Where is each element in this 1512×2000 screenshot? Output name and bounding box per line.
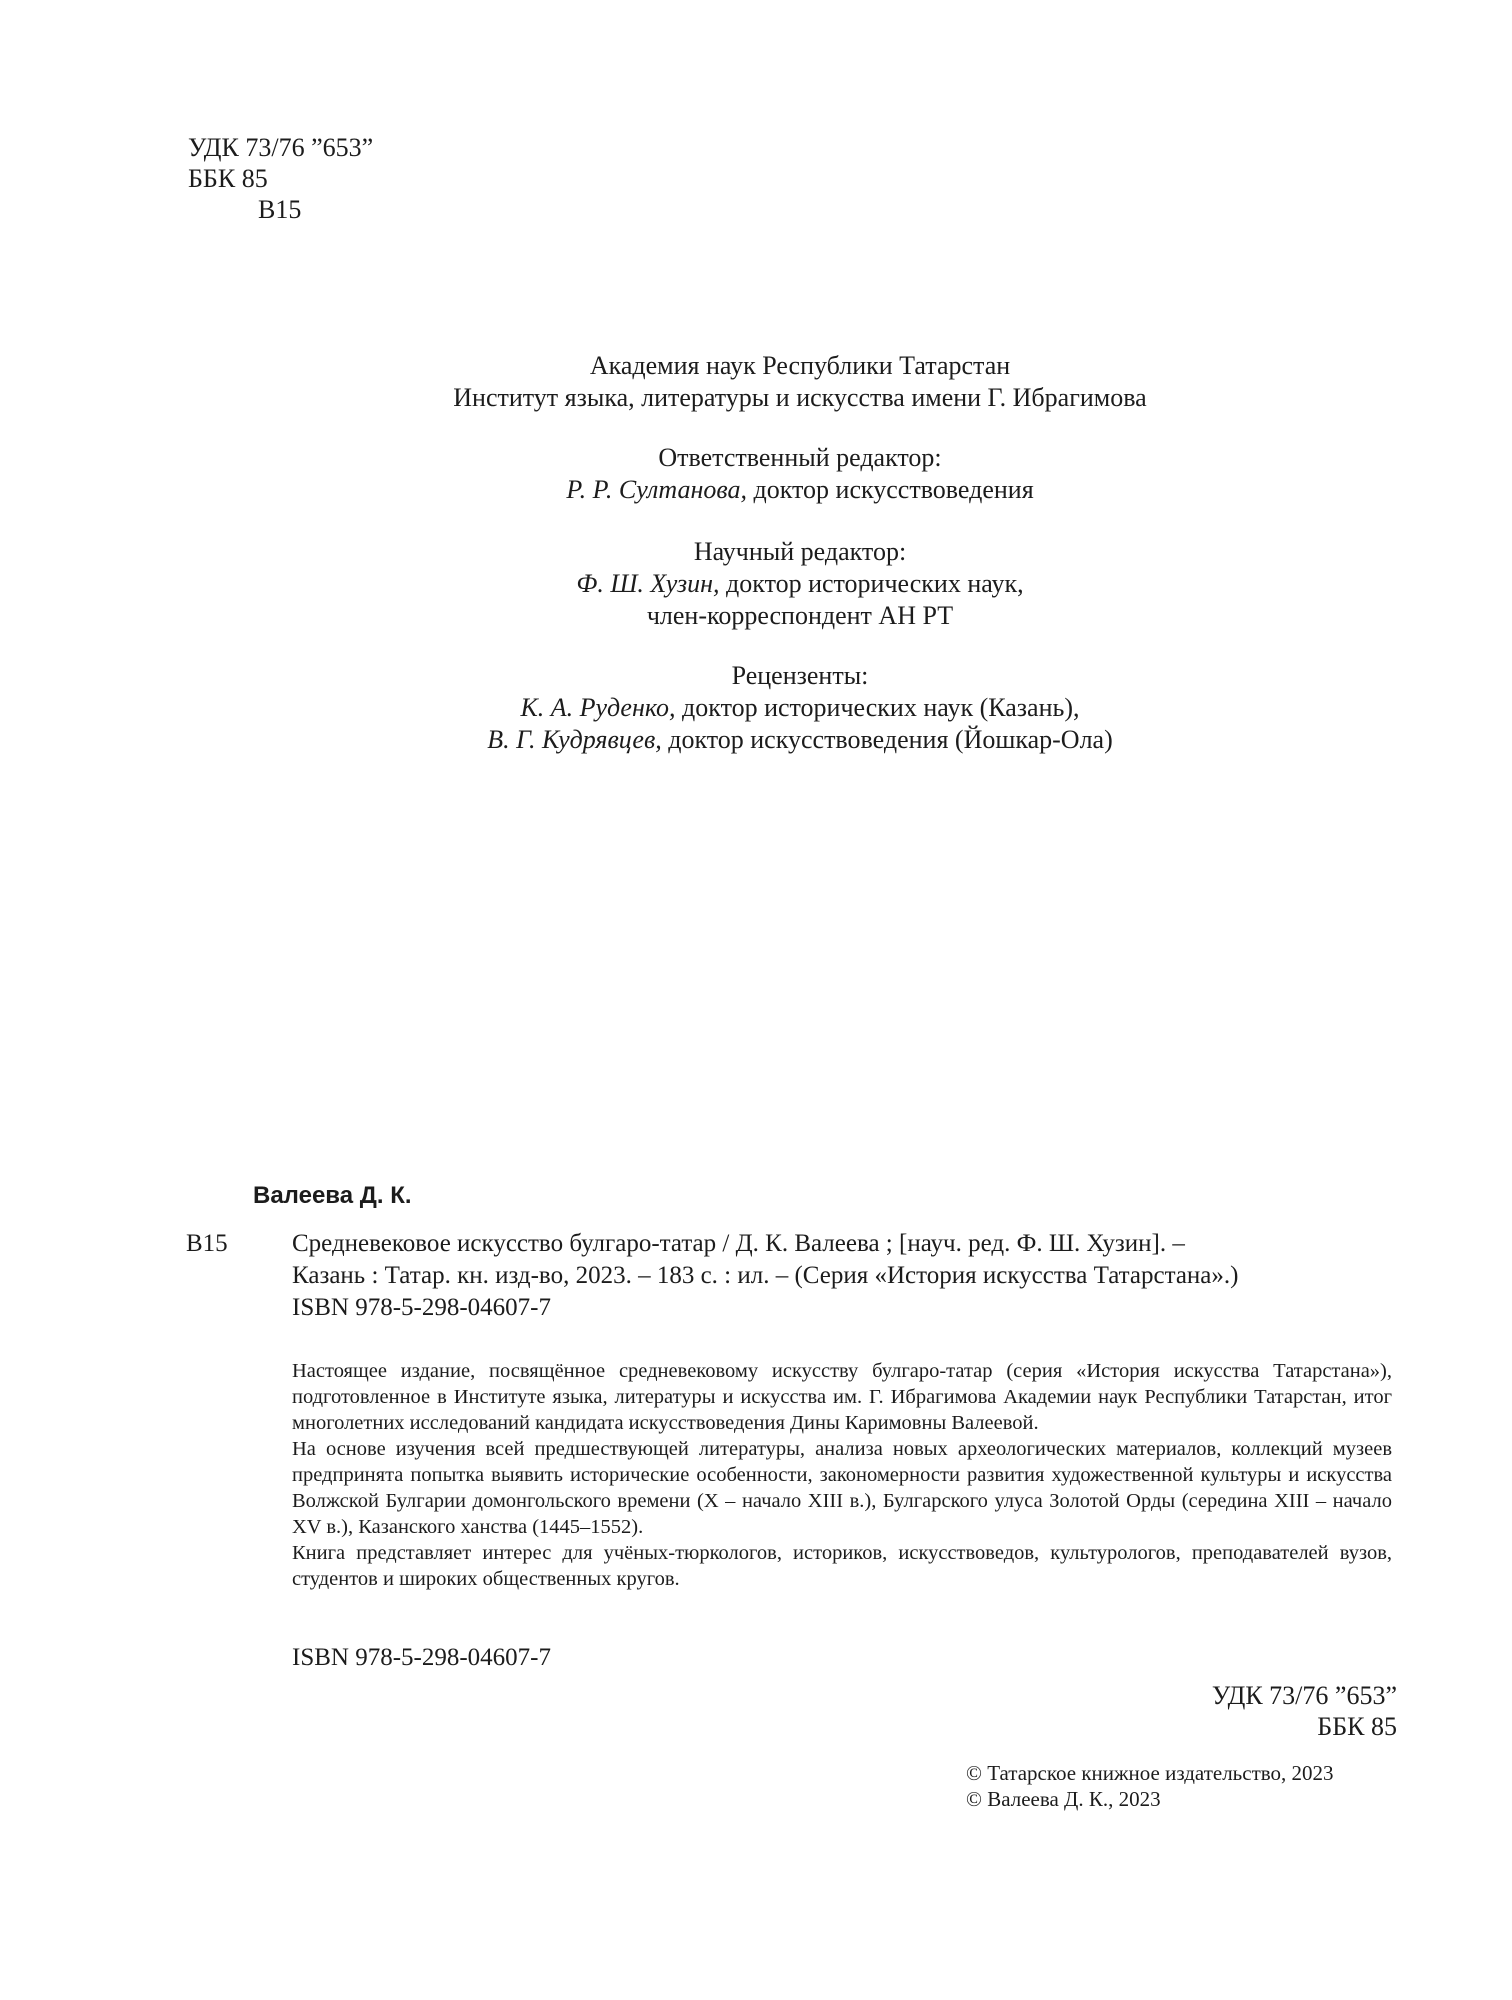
udk-code-bottom: УДК 73/76 ”653” <box>1211 1681 1397 1710</box>
isbn-bottom: ISBN 978-5-298-04607-7 <box>292 1644 552 1671</box>
scientific-editor-title2: член-корреспондент АН РТ <box>646 601 954 630</box>
institution-block <box>300 350 1300 414</box>
bib-isbn: ISBN 978-5-298-04607-7 <box>292 1294 552 1321</box>
bib-line-2: Казань : Татар. кн. изд-во, 2023. – 183 с. : ил. – (Серия «История искусства Татарстана».) <box>292 1262 1239 1289</box>
copyright-block <box>966 1760 1334 1812</box>
bbk-code-bottom: ББК 85 <box>1317 1712 1397 1741</box>
bbk-code: ББК 85 <box>188 164 268 193</box>
reviewers-block <box>300 660 1300 756</box>
annotation-p2: На основе изучения всей предшествующей литературы, анализа новых археологических материалов, коллекций музеев предпринята попытка выявить исторические особенности, закономерности развития художественной культуры и искусства Волжской Булгарии домонгольского времени (Х – начало XIII в.), Булгарского улуса Золотой Орды (середина XIII – начало XV в.), Казанского ханства (1445–1552). <box>292 1438 1392 1538</box>
reviewer-1-name: К. А. Руденко, <box>520 693 676 722</box>
bib-author-sign: В15 <box>186 1230 228 1257</box>
scientific-editor-title: доктор исторических наук, <box>726 569 1024 598</box>
author-heading: Валеева Д. К. <box>253 1182 412 1209</box>
bib-line-1: Средневековое искусство булгаро-татар / Д. К. Валеева ; [науч. ред. Ф. Ш. Хузин]. – <box>292 1230 1185 1257</box>
copyright-author: © Валеева Д. К., 2023 <box>966 1787 1161 1811</box>
responsible-editor-title: доктор искусствоведения <box>753 475 1034 504</box>
annotation-p1: Настоящее издание, посвящённое средневековому искусству булгаро-татар (серия «История искусства Татарстана»), подготовленное в Институте языка, литературы и искусства им. Г. Ибрагимова Академии наук Республики Татарстан, итог многолетних исследований кандидата искусствоведения Дины Каримовны Валеевой. <box>292 1360 1392 1434</box>
annotation <box>292 1358 1392 1592</box>
reviewer-2-name: В. Г. Кудрявцев, <box>487 725 662 754</box>
annotation-p3: Книга представляет интерес для учёных-тюркологов, историков, искусствоведов, культурологов, преподавателей вузов, студентов и широких общественных кругов. <box>292 1542 1392 1590</box>
bibliographic-record <box>186 1228 1406 1324</box>
academy-name: Академия наук Республики Татарстан <box>589 351 1011 380</box>
reviewer-2-title: доктор искусствоведения (Йошкар-Ола) <box>668 725 1113 754</box>
responsible-editor-line <box>300 474 1300 506</box>
responsible-editor-name: Р. Р. Султанова, <box>566 475 747 504</box>
reviewer-1-title: доктор исторических наук (Казань), <box>682 693 1080 722</box>
udk-block-bottom <box>1212 1680 1397 1742</box>
responsible-editor-block <box>300 442 1300 506</box>
institute-name: Институт языка, литературы и искусства имени Г. Ибрагимова <box>453 383 1147 412</box>
responsible-editor-heading: Ответственный редактор: <box>658 443 942 472</box>
reviewers-heading: Рецензенты: <box>731 661 869 690</box>
reviewer-2 <box>300 724 1300 756</box>
copyright-publisher: © Татарское книжное издательство, 2023 <box>966 1761 1334 1785</box>
reviewer-1 <box>300 692 1300 724</box>
udk-block-top <box>188 132 373 225</box>
author-sign: В15 <box>258 195 302 224</box>
udk-code: УДК 73/76 ”653” <box>188 133 374 162</box>
scientific-editor-block <box>300 536 1300 632</box>
scientific-editor-heading: Научный редактор: <box>693 537 907 566</box>
scientific-editor-line <box>300 568 1300 600</box>
scientific-editor-name: Ф. Ш. Хузин, <box>576 569 720 598</box>
